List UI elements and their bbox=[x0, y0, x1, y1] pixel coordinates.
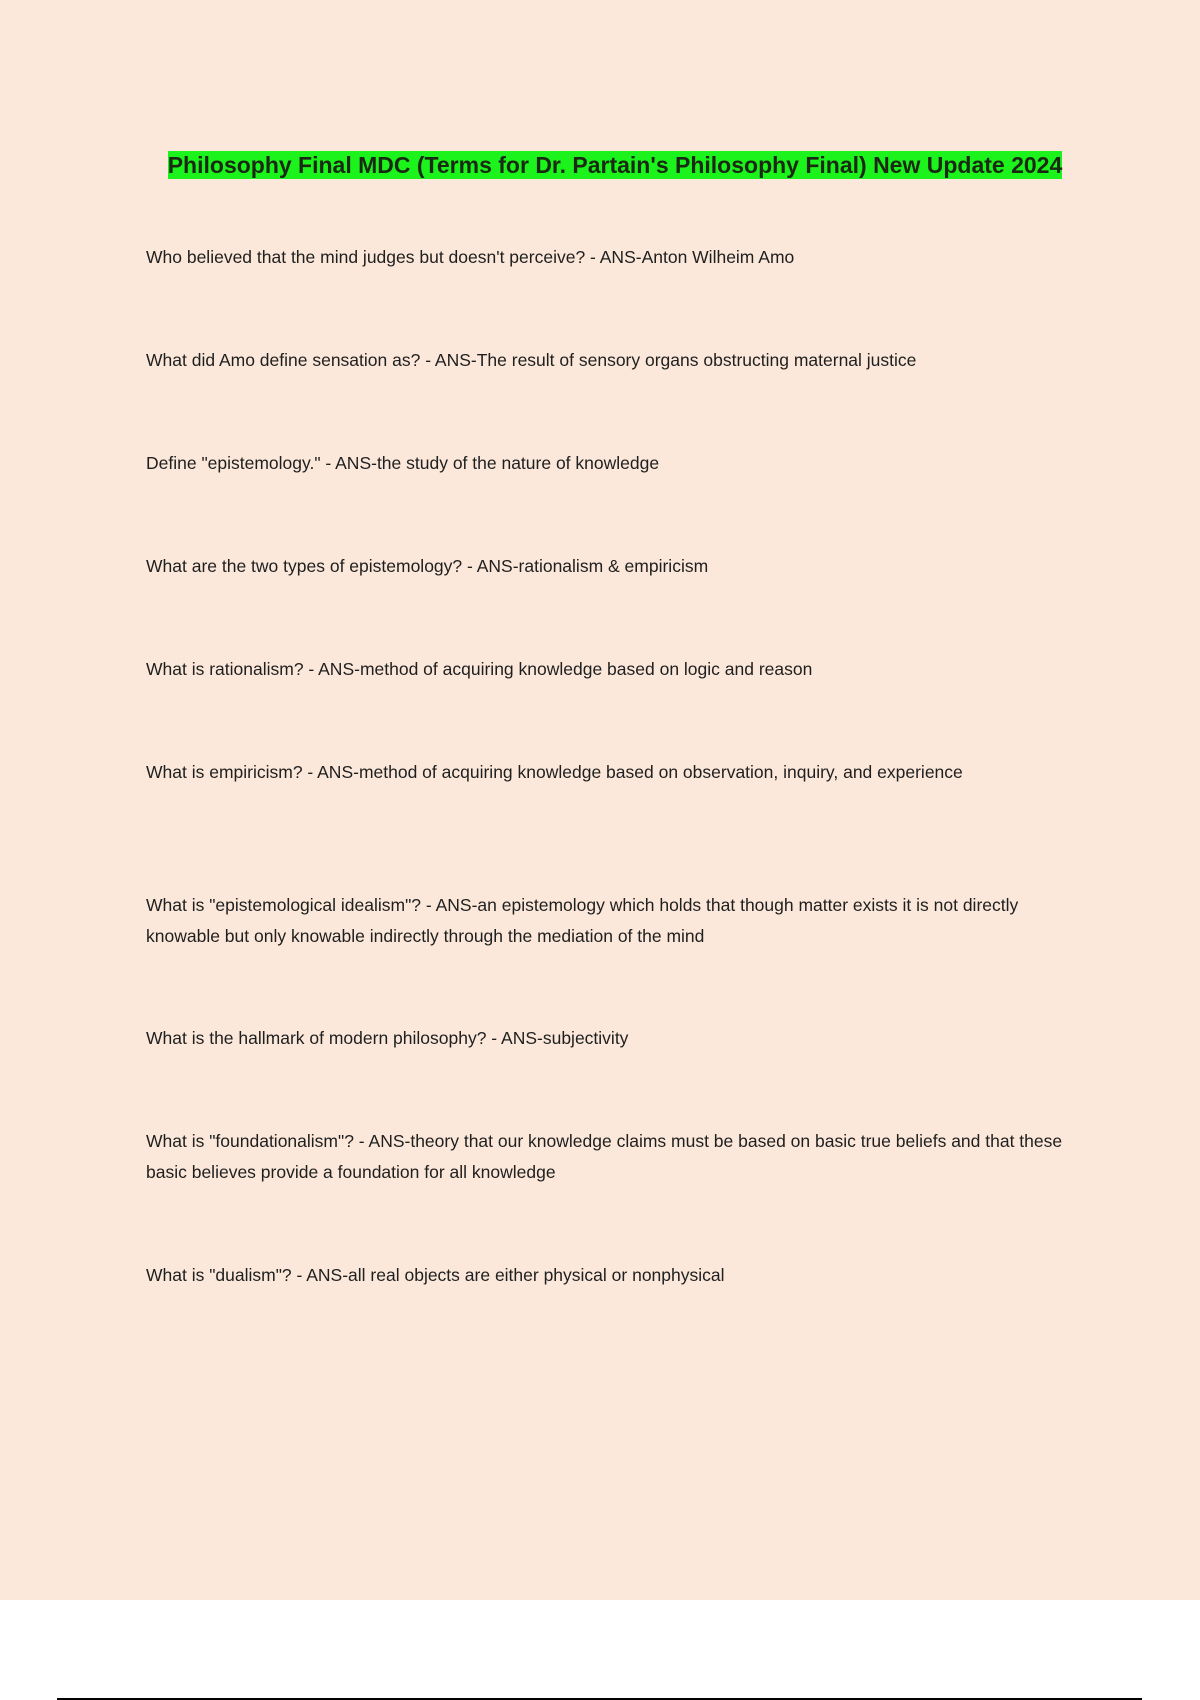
qa-entry-1: Who believed that the mind judges but doesn't perceive? - ANS-Anton Wilheim Amo bbox=[146, 247, 795, 267]
qa-entry-7: What is "epistemological idealism"? - ANS-an epistemology which holds that though matter exists it is not directly knowable but only knowable indirectly through the mediation of the mind bbox=[146, 895, 1019, 946]
qa-entry-9: What is "foundationalism"? - ANS-theory that our knowledge claims must be based on basic true beliefs and that these basic believes provide a foundation for all knowledge bbox=[146, 1131, 1063, 1182]
qa-entry-6: What is empiricism? - ANS-method of acquiring knowledge based on observation, inquiry, and experience bbox=[146, 762, 963, 782]
qa-entry-8: What is the hallmark of modern philosophy? - ANS-subjectivity bbox=[146, 1028, 629, 1048]
document-title bbox=[150, 145, 1080, 186]
qa-entry-5: What is rationalism? - ANS-method of acquiring knowledge based on logic and reason bbox=[146, 659, 813, 679]
qa-entry-2: What did Amo define sensation as? - ANS-The result of sensory organs obstructing maternal justice bbox=[146, 350, 917, 370]
qa-entry-3: Define "epistemology." - ANS-the study of the nature of knowledge bbox=[146, 453, 660, 473]
qa-entry-4: What are the two types of epistemology? - ANS-rationalism & empiricism bbox=[146, 556, 709, 576]
title-highlight: Philosophy Final MDC (Terms for Dr. Partain's Philosophy Final) New Update 2024 bbox=[167, 152, 1063, 178]
qa-entry-10: What is "dualism"? - ANS-all real objects are either physical or nonphysical bbox=[146, 1265, 725, 1285]
